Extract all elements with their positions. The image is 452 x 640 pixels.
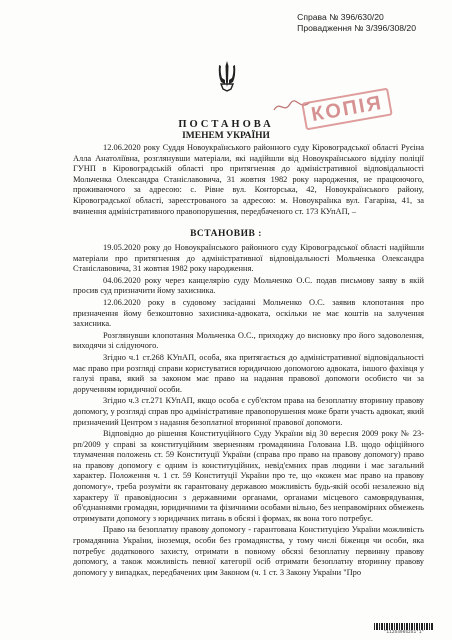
barcode-text: *11254965251*1* <box>383 630 425 635</box>
body-paragraph: 12.06.2020 року в судовому засіданні Мольченко О.С. заявив клопотання про призначення йому безкоштовно захисника-адвоката, оскільки не має коштів на залучення захисника. <box>73 297 424 329</box>
document-subtitle: ІМЕНЕМ УКРАЇНИ <box>182 131 270 141</box>
intro-block <box>73 143 424 217</box>
trident-emblem-icon <box>217 60 237 92</box>
body-paragraph: Право на безоплатну правову допомогу - гарантована Конституцією України можливість громадянина України, іноземця, особи без громадянства, у тому числі біженця чи особи, яка потребує додаткового захисту, отримати в повному обсязі безоплатну первинну правову допомогу, а також можливість певної категорії осіб отримати безоплатну вторинну правову допомогу у випадках, передбачених цим Законом (ч. 1 ст. 3 Закону України "Про <box>73 525 424 577</box>
case-number: Справа № 396/630/20 <box>297 12 384 22</box>
document-title: ПОСТАНОВА <box>178 119 274 130</box>
main-body <box>73 243 424 578</box>
barcode-icon <box>374 623 434 630</box>
body-paragraph: Згідно ч.3 ст.271 КУпАП, якщо особа є суб'єктом права на безоплатну вторинну правову допомогу, у розгляді справ про адміністративне правопорушення може брати участь адвокат, який призначений Центром з надання безоплатної вторинної правової допомоги. <box>73 396 424 427</box>
copy-stamp: КОПІЯ <box>301 88 393 131</box>
intro-paragraph: 12.06.2020 року Суддя Новоукраїнського районного суду Кіровоградської області Руєіна Алла Анатоліївна, розглянувши матеріали, які надійшли від Новоукраїнського відділу поліції ГУНП в Кіровоградській області про притягнення до адміністративної відповідальності Мольченка Олександра Станіславовича, 31 жовтня 1982 року народження, не працюючого, проживаючого за адресою: с. Рівне вул. Конторська, 42, Новоукраїнського району, Кіровоградської області, зареєстрованого за адресою: м. Новоукраїнка вул. Гагаріна, 41, за вчинення адміністративного правопорушення, передбаченого ст. 173 КУпАП, – <box>73 143 424 216</box>
body-paragraph: Розглянувши клопотання Мольченка О.С., приходжу до висновку про його задоволення, виходячи зі слідуючого. <box>73 330 424 351</box>
body-paragraph: Згідно ч.1 ст.268 КУпАП, особа, яка притягається до адміністративної відповідальності має право при розгляді справи користуватися юридичною допомогою адвоката, іншого фахівця у галузі права, який за законом має право на надання правової допомоги особисто чи за дорученням юридичної особи. <box>73 352 424 394</box>
case-number-block <box>297 12 416 34</box>
body-paragraph: 19.05.2020 року до Новоукраїнського районного суду Кіровоградської області надійшли матеріали про притягнення до адміністративної відповідальності Мольченка Олександра Станіславовича, 31 жовтня 1982 року народження. <box>73 243 424 274</box>
section-title: ВСТАНОВИВ : <box>190 229 262 239</box>
body-paragraph: 04.06.2020 року через канцелярію суду Мольченко О.С. подав письмову заяву в якій просив суд призначити йому захисника. <box>73 275 424 296</box>
body-paragraph: Відповідно до рішення Конституційного Суду України від 30 вересня 2009 року № 23-рп/2009 у справі за конституційним зверненням громадянина Голована І.В. щодо офіційного тлумачення положень ст. 59 Конституції України (справа про право на правову допомогу) право на правову допомогу є одним із конституційних, невід'ємних прав людини і має загальний характер. Положення ч. 1 ст. 59 Конституції України про те, що «кожен має право на правову допомогу», треба розуміти як гарантовану державою можливість будь-якій особі незалежно від характеру її правовідносин з державними органами, органами місцевого самоврядування, об'єднаннями громадян, юридичними та фізичними особами вільно, без неправомірних обмежень отримувати допомогу з юридичних питань в обсязі і формах, як вона того потребує. <box>73 429 424 523</box>
proceeding-number: Провадження № 3/396/308/20 <box>297 23 416 33</box>
